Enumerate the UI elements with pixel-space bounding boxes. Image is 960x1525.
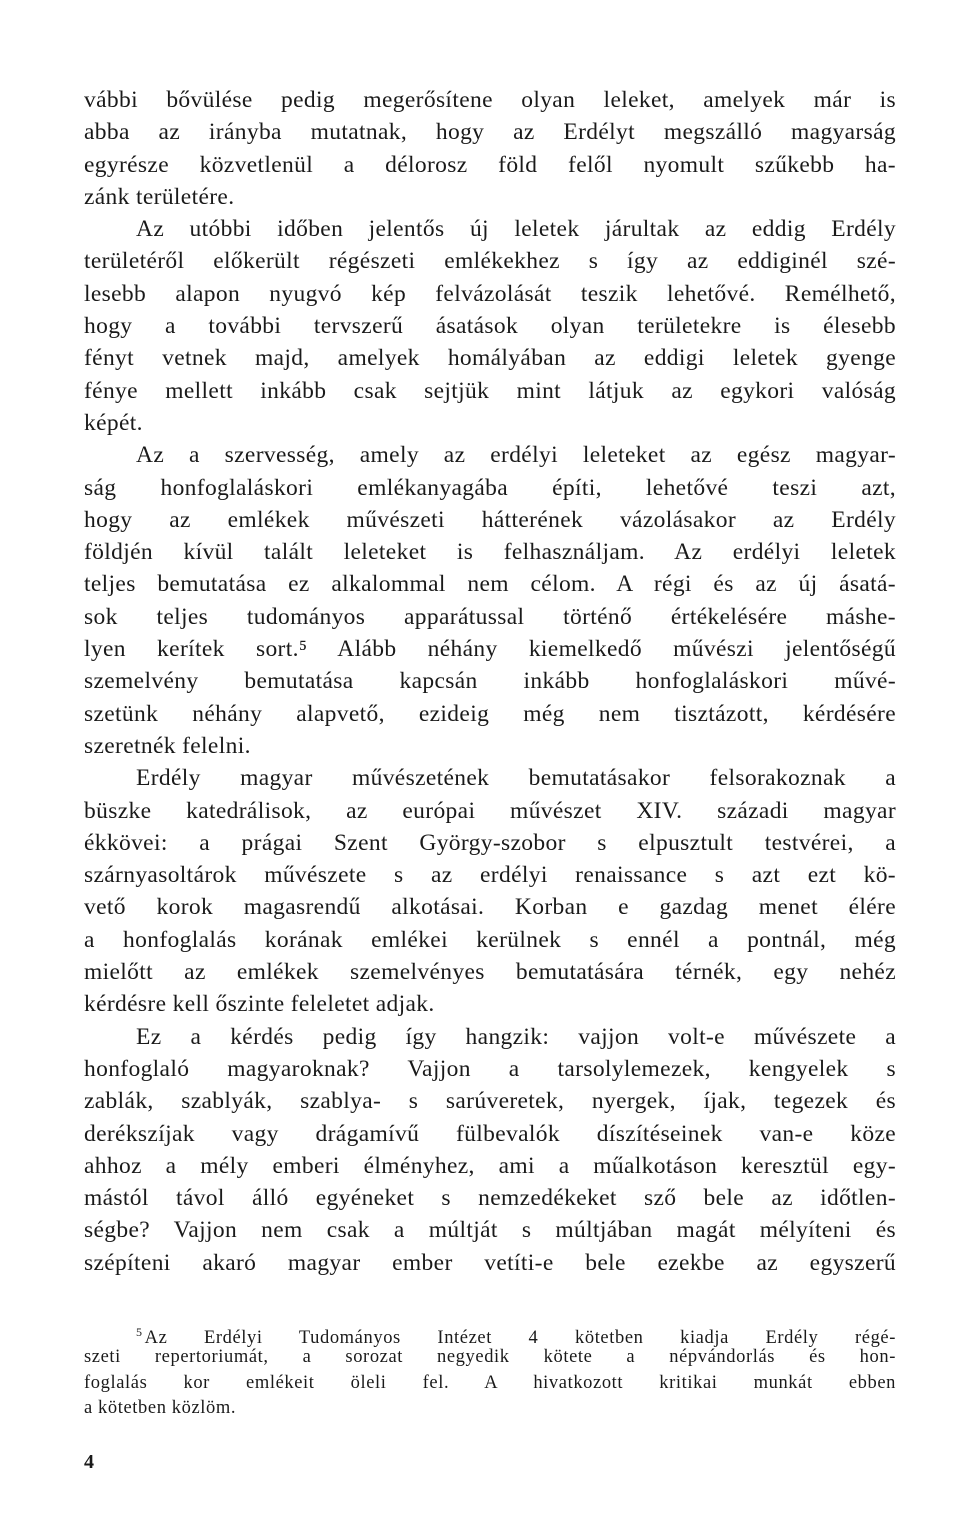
- text-line: a honfoglalás korának emlékei kerülnek s ennél a pontnál, még: [84, 926, 896, 953]
- text-line: szépíteni akaró magyar ember vetíti-e bele ezekbe az egyszerű: [84, 1249, 896, 1276]
- text-line: szetünk néhány alapvető, ezideig még nem tisztázott, kérdésére: [84, 700, 896, 727]
- footnote-line: szeti repertoriumát, a sorozat negyedik kötete a népvándorlás és hon-: [84, 1347, 896, 1368]
- text-line: Az a szervesség, amely az erdélyi leleteket az egész magyar-: [136, 442, 896, 469]
- text-line: ahhoz a mély emberi élményhez, ami a műalkotáson keresztül egy-: [84, 1152, 896, 1179]
- text-line: szárnyasoltárok művészete s az erdélyi renaissance s azt ezt kö-: [84, 862, 896, 889]
- text-line: sok teljes tudományos apparátussal történő értékelésére máshe-: [84, 603, 896, 630]
- body-text: [84, 84, 896, 1279]
- text-line: vábbi bővülése pedig megerősítene olyan leleket, amelyek már is: [84, 87, 896, 113]
- text-line: Erdély magyar művészetének bemutatásakor felsorakoznak a: [136, 765, 896, 792]
- text-line: teljes bemutatása ez alkalommal nem célom. A régi és az új ásatá-: [84, 571, 896, 598]
- text-line: mástól távol álló egyéneket s nemzedékeket sző bele az időtlen-: [84, 1185, 896, 1212]
- footnote-line: foglalás kor emlékeit öleli fel. A hivatkozott kritikai munkát ebben: [84, 1372, 896, 1393]
- text-line: fénye mellett inkább csak sejtjük mint látjuk az egykori valóság: [84, 377, 896, 404]
- text-line: abba az irányba mutatnak, hogy az Erdélyt megszálló magyarság: [84, 119, 896, 146]
- text-line: földjén kívül talált leleteket is felhasználjam. Az erdélyi leletek: [84, 539, 896, 566]
- footnote-line: a kötetben közlöm.: [84, 1398, 237, 1419]
- text-line: szeretnék felelni.: [84, 732, 251, 759]
- text-line: egyrésze közvetlenül a délorosz föld felől nyomult szűkebb ha-: [84, 151, 896, 178]
- footnote-line: [84, 1320, 896, 1348]
- footnote: [84, 1320, 896, 1422]
- text-line: hogy a további tervszerű ásatások olyan területekre is élesebb: [84, 313, 896, 340]
- text-line: fényt vetnek majd, amelyek homályában az eddigi leletek gyenge: [84, 345, 896, 372]
- text-line: kérdésre kell őszinte feleletet adjak.: [84, 991, 435, 1018]
- text-line: Az utóbbi időben jelentős új leletek járultak az eddig Erdély: [136, 216, 896, 243]
- text-line: képét.: [84, 409, 143, 436]
- footnote-marker: 5: [136, 1325, 143, 1339]
- text-line: ségbe? Vajjon nem csak a múltját s múltjában magát mélyíteni és: [84, 1217, 896, 1244]
- text-line: lyen kerítek sort.⁵ Alább néhány kiemelkedő művészi jelentőségű: [84, 636, 896, 663]
- text-line: honfoglaló magyaroknak? Vajjon a tarsolylemezek, kengyelek s: [84, 1055, 896, 1082]
- text-line: büszke katedrálisok, az európai művészet XIV. századi magyar: [84, 797, 896, 824]
- text-line: derékszíjak vagy drágamívű fülbevalók díszítéseinek van-e köze: [84, 1120, 896, 1147]
- text-line: ékkövei: a prágai Szent György-szobor s elpusztult testvérei, a: [84, 829, 896, 856]
- text-line: mielőtt az emlékek szemelvényes bemutatására térnék, egy nehéz: [84, 959, 896, 986]
- text-line: zánk területére.: [84, 183, 235, 210]
- text-line: hogy az emlékek művészeti hátterének vázolásakor az Erdély: [84, 506, 896, 533]
- page-number: 4: [84, 1451, 94, 1473]
- text-line: szemelvény bemutatása kapcsán inkább honfoglaláskori művé-: [84, 668, 896, 695]
- text-line: területéről előkerült régészeti emlékekhez s így az eddiginél szé-: [84, 248, 896, 275]
- text-line: vető korok magasrendű alkotásai. Korban e gazdag menet élére: [84, 894, 896, 921]
- text-line: lesebb alapon nyugvó kép felvázolását teszik lehetővé. Remélhető,: [84, 280, 896, 307]
- footnote-text: Az Erdélyi Tudományos Intézet 4 kötetben kiadja Erdély régé-: [144, 1328, 896, 1348]
- text-line: ság honfoglaláskori emlékanyagába építi, lehetővé teszi azt,: [84, 474, 896, 501]
- text-line: Ez a kérdés pedig így hangzik: vajjon volt-e művészete a: [136, 1023, 896, 1050]
- text-line: zablák, szablyák, szablya- s sarúveretek, nyergek, íjak, tegezek és: [84, 1088, 896, 1115]
